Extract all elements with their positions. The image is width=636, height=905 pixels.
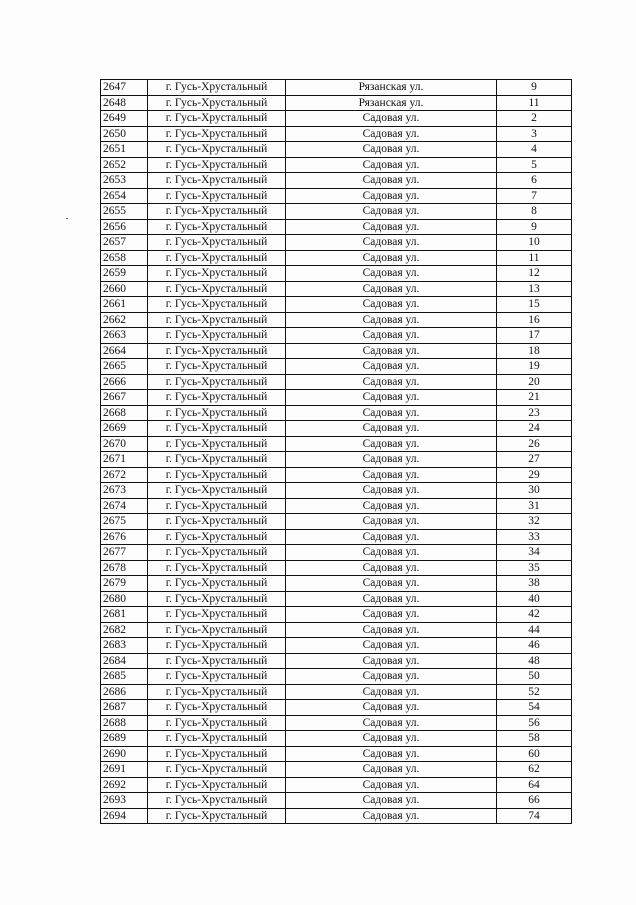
city-cell: г. Гусь-Хрустальный xyxy=(148,622,286,638)
row-number: 2668 xyxy=(101,405,148,421)
street-cell: Садовая ул. xyxy=(286,328,497,344)
house-number-cell: 27 xyxy=(497,452,572,468)
row-number: 2663 xyxy=(101,328,148,344)
row-number: 2649 xyxy=(101,111,148,127)
row-number: 2647 xyxy=(101,80,148,96)
street-cell: Садовая ул. xyxy=(286,700,497,716)
street-cell: Садовая ул. xyxy=(286,359,497,375)
house-number-cell: 58 xyxy=(497,731,572,747)
street-cell: Садовая ул. xyxy=(286,545,497,561)
house-number-cell: 26 xyxy=(497,436,572,452)
house-number-cell: 5 xyxy=(497,157,572,173)
house-number-cell: 29 xyxy=(497,467,572,483)
street-cell: Садовая ул. xyxy=(286,343,497,359)
house-number-cell: 16 xyxy=(497,312,572,328)
table-row xyxy=(101,328,572,344)
row-number: 2686 xyxy=(101,684,148,700)
table-row xyxy=(101,343,572,359)
city-cell: г. Гусь-Хрустальный xyxy=(148,777,286,793)
street-cell: Рязанская ул. xyxy=(286,95,497,111)
row-number: 2676 xyxy=(101,529,148,545)
street-cell: Садовая ул. xyxy=(286,777,497,793)
table-row xyxy=(101,684,572,700)
row-number: 2664 xyxy=(101,343,148,359)
house-number-cell: 52 xyxy=(497,684,572,700)
city-cell: г. Гусь-Хрустальный xyxy=(148,80,286,96)
city-cell: г. Гусь-Хрустальный xyxy=(148,343,286,359)
row-number: 2671 xyxy=(101,452,148,468)
city-cell: г. Гусь-Хрустальный xyxy=(148,607,286,623)
street-cell: Садовая ул. xyxy=(286,266,497,282)
house-number-cell: 34 xyxy=(497,545,572,561)
table-row xyxy=(101,467,572,483)
house-number-cell: 17 xyxy=(497,328,572,344)
street-cell: Садовая ул. xyxy=(286,374,497,390)
row-number: 2667 xyxy=(101,390,148,406)
street-cell: Садовая ул. xyxy=(286,591,497,607)
row-number: 2684 xyxy=(101,653,148,669)
street-cell: Садовая ул. xyxy=(286,126,497,142)
table-row xyxy=(101,529,572,545)
city-cell: г. Гусь-Хрустальный xyxy=(148,452,286,468)
row-number: 2685 xyxy=(101,669,148,685)
house-number-cell: 42 xyxy=(497,607,572,623)
table-row xyxy=(101,452,572,468)
table-row xyxy=(101,173,572,189)
city-cell: г. Гусь-Хрустальный xyxy=(148,219,286,235)
house-number-cell: 4 xyxy=(497,142,572,158)
row-number: 2677 xyxy=(101,545,148,561)
city-cell: г. Гусь-Хрустальный xyxy=(148,95,286,111)
city-cell: г. Гусь-Хрустальный xyxy=(148,467,286,483)
street-cell: Садовая ул. xyxy=(286,607,497,623)
city-cell: г. Гусь-Хрустальный xyxy=(148,281,286,297)
row-number: 2674 xyxy=(101,498,148,514)
street-cell: Рязанская ул. xyxy=(286,80,497,96)
house-number-cell: 31 xyxy=(497,498,572,514)
table-row xyxy=(101,204,572,220)
city-cell: г. Гусь-Хрустальный xyxy=(148,359,286,375)
street-cell: Садовая ул. xyxy=(286,111,497,127)
city-cell: г. Гусь-Хрустальный xyxy=(148,793,286,809)
row-number: 2651 xyxy=(101,142,148,158)
table-row xyxy=(101,576,572,592)
table-row xyxy=(101,622,572,638)
table-row xyxy=(101,142,572,158)
city-cell: г. Гусь-Хрустальный xyxy=(148,111,286,127)
street-cell: Садовая ул. xyxy=(286,250,497,266)
street-cell: Садовая ул. xyxy=(286,684,497,700)
street-cell: Садовая ул. xyxy=(286,405,497,421)
city-cell: г. Гусь-Хрустальный xyxy=(148,498,286,514)
city-cell: г. Гусь-Хрустальный xyxy=(148,173,286,189)
house-number-cell: 50 xyxy=(497,669,572,685)
house-number-cell: 60 xyxy=(497,746,572,762)
house-number-cell: 11 xyxy=(497,250,572,266)
table-row xyxy=(101,715,572,731)
table-row xyxy=(101,653,572,669)
row-number: 2681 xyxy=(101,607,148,623)
street-cell: Садовая ул. xyxy=(286,157,497,173)
table-row xyxy=(101,95,572,111)
house-number-cell: 46 xyxy=(497,638,572,654)
row-number: 2657 xyxy=(101,235,148,251)
row-number: 2679 xyxy=(101,576,148,592)
row-number: 2654 xyxy=(101,188,148,204)
house-number-cell: 21 xyxy=(497,390,572,406)
table-row xyxy=(101,436,572,452)
table-row xyxy=(101,281,572,297)
table-row xyxy=(101,498,572,514)
house-number-cell: 44 xyxy=(497,622,572,638)
house-number-cell: 13 xyxy=(497,281,572,297)
table-row xyxy=(101,777,572,793)
table-row xyxy=(101,266,572,282)
table-row xyxy=(101,80,572,96)
table-row xyxy=(101,421,572,437)
table-row xyxy=(101,700,572,716)
street-cell: Садовая ул. xyxy=(286,653,497,669)
street-cell: Садовая ул. xyxy=(286,281,497,297)
house-number-cell: 7 xyxy=(497,188,572,204)
city-cell: г. Гусь-Хрустальный xyxy=(148,638,286,654)
city-cell: г. Гусь-Хрустальный xyxy=(148,235,286,251)
table-row xyxy=(101,762,572,778)
house-number-cell: 11 xyxy=(497,95,572,111)
row-number: 2690 xyxy=(101,746,148,762)
house-number-cell: 9 xyxy=(497,219,572,235)
house-number-cell: 8 xyxy=(497,204,572,220)
city-cell: г. Гусь-Хрустальный xyxy=(148,157,286,173)
table-row xyxy=(101,731,572,747)
house-number-cell: 33 xyxy=(497,529,572,545)
city-cell: г. Гусь-Хрустальный xyxy=(148,436,286,452)
row-number: 2693 xyxy=(101,793,148,809)
row-number: 2683 xyxy=(101,638,148,654)
row-number: 2666 xyxy=(101,374,148,390)
row-number: 2653 xyxy=(101,173,148,189)
row-number: 2682 xyxy=(101,622,148,638)
city-cell: г. Гусь-Хрустальный xyxy=(148,421,286,437)
house-number-cell: 40 xyxy=(497,591,572,607)
street-cell: Садовая ул. xyxy=(286,638,497,654)
house-number-cell: 12 xyxy=(497,266,572,282)
house-number-cell: 54 xyxy=(497,700,572,716)
row-number: 2661 xyxy=(101,297,148,313)
house-number-cell: 38 xyxy=(497,576,572,592)
scan-speck xyxy=(66,218,68,219)
table-row xyxy=(101,312,572,328)
street-cell: Садовая ул. xyxy=(286,390,497,406)
street-cell: Садовая ул. xyxy=(286,762,497,778)
street-cell: Садовая ул. xyxy=(286,731,497,747)
city-cell: г. Гусь-Хрустальный xyxy=(148,762,286,778)
house-number-cell: 9 xyxy=(497,80,572,96)
table-row xyxy=(101,808,572,824)
row-number: 2680 xyxy=(101,591,148,607)
city-cell: г. Гусь-Хрустальный xyxy=(148,390,286,406)
table-row xyxy=(101,111,572,127)
house-number-cell: 3 xyxy=(497,126,572,142)
street-cell: Садовая ул. xyxy=(286,514,497,530)
row-number: 2669 xyxy=(101,421,148,437)
city-cell: г. Гусь-Хрустальный xyxy=(148,746,286,762)
city-cell: г. Гусь-Хрустальный xyxy=(148,576,286,592)
street-cell: Садовая ул. xyxy=(286,483,497,499)
table-row xyxy=(101,560,572,576)
house-number-cell: 64 xyxy=(497,777,572,793)
row-number: 2673 xyxy=(101,483,148,499)
table-row xyxy=(101,638,572,654)
street-cell: Садовая ул. xyxy=(286,173,497,189)
city-cell: г. Гусь-Хрустальный xyxy=(148,653,286,669)
row-number: 2691 xyxy=(101,762,148,778)
street-cell: Садовая ул. xyxy=(286,529,497,545)
city-cell: г. Гусь-Хрустальный xyxy=(148,188,286,204)
row-number: 2675 xyxy=(101,514,148,530)
table-row xyxy=(101,188,572,204)
row-number: 2655 xyxy=(101,204,148,220)
house-number-cell: 30 xyxy=(497,483,572,499)
house-number-cell: 48 xyxy=(497,653,572,669)
street-cell: Садовая ул. xyxy=(286,188,497,204)
address-table xyxy=(100,79,572,824)
table-row xyxy=(101,250,572,266)
house-number-cell: 74 xyxy=(497,808,572,824)
city-cell: г. Гусь-Хрустальный xyxy=(148,545,286,561)
city-cell: г. Гусь-Хрустальный xyxy=(148,591,286,607)
row-number: 2648 xyxy=(101,95,148,111)
house-number-cell: 19 xyxy=(497,359,572,375)
house-number-cell: 10 xyxy=(497,235,572,251)
city-cell: г. Гусь-Хрустальный xyxy=(148,669,286,685)
city-cell: г. Гусь-Хрустальный xyxy=(148,529,286,545)
row-number: 2665 xyxy=(101,359,148,375)
street-cell: Садовая ул. xyxy=(286,715,497,731)
row-number: 2672 xyxy=(101,467,148,483)
street-cell: Садовая ул. xyxy=(286,204,497,220)
address-table-body xyxy=(101,80,572,824)
table-row xyxy=(101,359,572,375)
table-row xyxy=(101,297,572,313)
street-cell: Садовая ул. xyxy=(286,142,497,158)
street-cell: Садовая ул. xyxy=(286,312,497,328)
street-cell: Садовая ул. xyxy=(286,452,497,468)
street-cell: Садовая ул. xyxy=(286,560,497,576)
house-number-cell: 2 xyxy=(497,111,572,127)
house-number-cell: 23 xyxy=(497,405,572,421)
house-number-cell: 35 xyxy=(497,560,572,576)
house-number-cell: 15 xyxy=(497,297,572,313)
street-cell: Садовая ул. xyxy=(286,622,497,638)
row-number: 2688 xyxy=(101,715,148,731)
table-row xyxy=(101,219,572,235)
city-cell: г. Гусь-Хрустальный xyxy=(148,514,286,530)
city-cell: г. Гусь-Хрустальный xyxy=(148,266,286,282)
street-cell: Садовая ул. xyxy=(286,235,497,251)
city-cell: г. Гусь-Хрустальный xyxy=(148,312,286,328)
table-row xyxy=(101,669,572,685)
row-number: 2678 xyxy=(101,560,148,576)
row-number: 2694 xyxy=(101,808,148,824)
city-cell: г. Гусь-Хрустальный xyxy=(148,808,286,824)
city-cell: г. Гусь-Хрустальный xyxy=(148,142,286,158)
house-number-cell: 32 xyxy=(497,514,572,530)
row-number: 2650 xyxy=(101,126,148,142)
table-row xyxy=(101,235,572,251)
city-cell: г. Гусь-Хрустальный xyxy=(148,731,286,747)
street-cell: Садовая ул. xyxy=(286,297,497,313)
city-cell: г. Гусь-Хрустальный xyxy=(148,700,286,716)
table-row xyxy=(101,374,572,390)
house-number-cell: 62 xyxy=(497,762,572,778)
city-cell: г. Гусь-Хрустальный xyxy=(148,715,286,731)
street-cell: Садовая ул. xyxy=(286,436,497,452)
row-number: 2692 xyxy=(101,777,148,793)
street-cell: Садовая ул. xyxy=(286,219,497,235)
city-cell: г. Гусь-Хрустальный xyxy=(148,328,286,344)
table-row xyxy=(101,607,572,623)
row-number: 2658 xyxy=(101,250,148,266)
city-cell: г. Гусь-Хрустальный xyxy=(148,250,286,266)
street-cell: Садовая ул. xyxy=(286,793,497,809)
house-number-cell: 24 xyxy=(497,421,572,437)
street-cell: Садовая ул. xyxy=(286,467,497,483)
row-number: 2660 xyxy=(101,281,148,297)
row-number: 2670 xyxy=(101,436,148,452)
row-number: 2659 xyxy=(101,266,148,282)
street-cell: Садовая ул. xyxy=(286,421,497,437)
table-row xyxy=(101,126,572,142)
house-number-cell: 66 xyxy=(497,793,572,809)
house-number-cell: 56 xyxy=(497,715,572,731)
row-number: 2662 xyxy=(101,312,148,328)
city-cell: г. Гусь-Хрустальный xyxy=(148,483,286,499)
city-cell: г. Гусь-Хрустальный xyxy=(148,684,286,700)
table-row xyxy=(101,483,572,499)
city-cell: г. Гусь-Хрустальный xyxy=(148,297,286,313)
row-number: 2687 xyxy=(101,700,148,716)
table-row xyxy=(101,591,572,607)
table-row xyxy=(101,514,572,530)
table-row xyxy=(101,746,572,762)
table-row xyxy=(101,545,572,561)
street-cell: Садовая ул. xyxy=(286,746,497,762)
table-row xyxy=(101,405,572,421)
house-number-cell: 20 xyxy=(497,374,572,390)
house-number-cell: 18 xyxy=(497,343,572,359)
table-row xyxy=(101,793,572,809)
house-number-cell: 6 xyxy=(497,173,572,189)
row-number: 2652 xyxy=(101,157,148,173)
city-cell: г. Гусь-Хрустальный xyxy=(148,374,286,390)
city-cell: г. Гусь-Хрустальный xyxy=(148,560,286,576)
street-cell: Садовая ул. xyxy=(286,669,497,685)
row-number: 2689 xyxy=(101,731,148,747)
street-cell: Садовая ул. xyxy=(286,498,497,514)
table-row xyxy=(101,157,572,173)
city-cell: г. Гусь-Хрустальный xyxy=(148,204,286,220)
street-cell: Садовая ул. xyxy=(286,808,497,824)
street-cell: Садовая ул. xyxy=(286,576,497,592)
city-cell: г. Гусь-Хрустальный xyxy=(148,405,286,421)
table-row xyxy=(101,390,572,406)
row-number: 2656 xyxy=(101,219,148,235)
city-cell: г. Гусь-Хрустальный xyxy=(148,126,286,142)
